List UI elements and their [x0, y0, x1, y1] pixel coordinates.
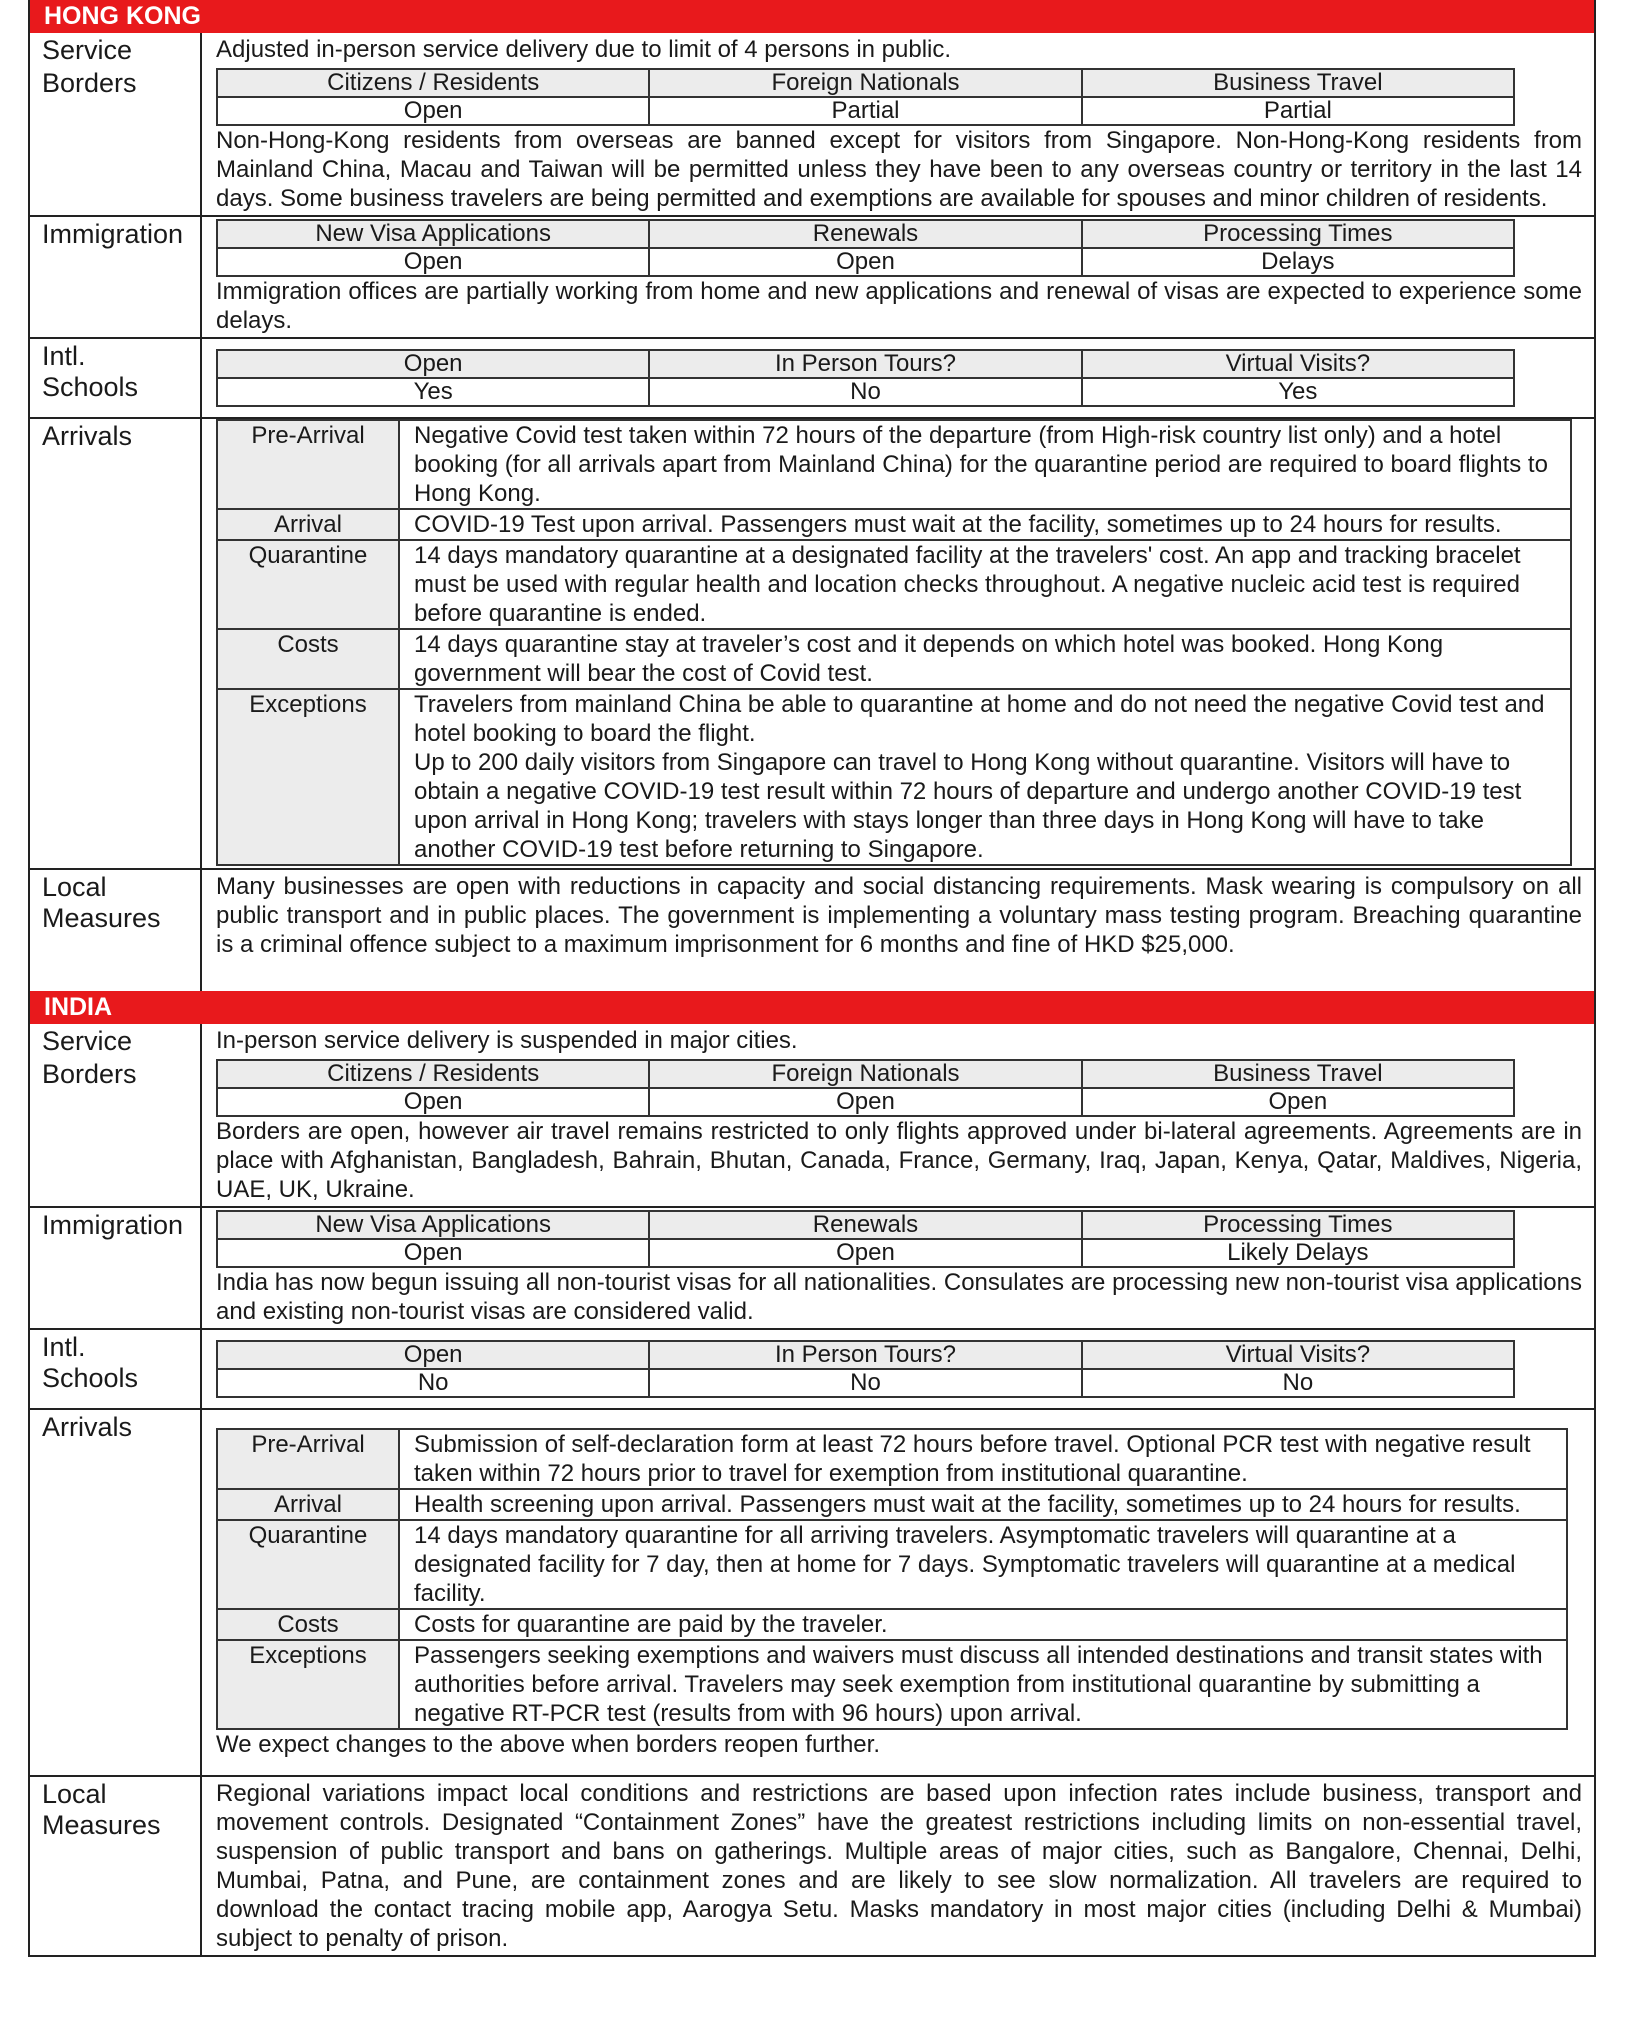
table-header: Foreign Nationals: [649, 69, 1081, 97]
table-cell: Open: [1082, 1088, 1514, 1116]
label-line: Intl.: [42, 1332, 86, 1362]
borders-row: [30, 1057, 1594, 1206]
label-line: Measures: [42, 903, 161, 933]
arrivals-table: [216, 419, 1572, 866]
label-line: Measures: [42, 1810, 161, 1840]
service-row: [30, 1024, 1594, 1057]
schools-content: [202, 339, 1594, 417]
schools-row: [30, 1328, 1594, 1408]
label-line: Intl.: [42, 341, 86, 371]
table-row: [217, 1520, 1567, 1609]
table-row: [217, 629, 1571, 689]
label-line: Schools: [42, 1363, 139, 1393]
row-label: Service: [30, 1024, 202, 1057]
immigration-content: [202, 217, 1594, 337]
label-line: Local: [42, 1779, 107, 1809]
country-banner: INDIA: [30, 991, 1594, 1024]
country-banner: HONG KONG: [30, 0, 1594, 33]
row-label: Arrivals: [30, 1410, 202, 1775]
table-header: Open: [217, 350, 649, 378]
arrivals-table: [216, 1428, 1568, 1730]
arrivals-key: Exceptions: [217, 689, 399, 865]
arrivals-value: 14 days quarantine stay at traveler’s cost and it depends on which hotel was booked. Hong Kong government will bear the cost of Covid test.: [399, 629, 1571, 689]
local-measures-text: Regional variations impact local conditions and restrictions are based upon infection rates include business, transport and movement controls. Designated “Containment Zones” have the greatest restrictions including limits on non-essential travel, suspension of public transport and bans on gatherings. Multiple areas of major cities, such as Bangalore, Chennai, Delhi, Mumbai, Patna, and Pune, are containment zones and are likely to see slow normalization. All travelers are required to download the contact tracing mobile app, Aarogya Setu. Masks mandatory in most major cities (including Delhi & Mumbai) subject to penalty of prison.: [216, 1780, 1582, 1952]
borders-table: [216, 68, 1515, 126]
arrivals-key: Exceptions: [217, 1640, 399, 1729]
immigration-table: [216, 219, 1515, 277]
borders-note: Borders are open, however air travel remains restricted to only flights approved under bi-lateral agreements. Agreements are in place with Afghanistan, Bangladesh, Bahrain, Bhutan, Canada, France, Germany, Iraq, Japan, Kenya, Qatar, Maldives, Nigeria, UAE, UK, Ukraine.: [216, 1118, 1582, 1203]
table-cell: Likely Delays: [1082, 1239, 1514, 1267]
arrivals-key: Arrival: [217, 509, 399, 540]
table-header: New Visa Applications: [217, 220, 649, 248]
table-row: [217, 689, 1571, 865]
table-cell: No: [217, 1369, 649, 1397]
table-header: Business Travel: [1082, 69, 1514, 97]
local-measures-row: [30, 868, 1594, 991]
table-cell: Open: [217, 1088, 649, 1116]
table-cell: Open: [649, 1239, 1081, 1267]
row-label: Arrivals: [30, 419, 202, 868]
table-row: [217, 509, 1571, 540]
arrivals-value: Health screening upon arrival. Passengers must wait at the facility, sometimes up to 24 hours for results.: [399, 1489, 1567, 1520]
country-section-hong-kong: [28, 0, 1596, 991]
immigration-row: [30, 1206, 1594, 1328]
arrivals-content: [202, 419, 1594, 868]
borders-content: [202, 66, 1594, 215]
table-header: Virtual Visits?: [1082, 1341, 1514, 1369]
table-cell: Open: [217, 97, 649, 125]
arrivals-key: Quarantine: [217, 540, 399, 629]
table-cell: Open: [649, 248, 1081, 276]
table-cell: Open: [649, 1088, 1081, 1116]
borders-note: Non-Hong-Kong residents from overseas are banned except for visitors from Singapore. Non-Hong-Kong residents from Mainland China, Macau and Taiwan will be permitted unless they have been to any overseas country or territory in the last 14 days. Some business travelers are being permitted and exemptions are available for spouses and minor children of residents.: [216, 127, 1582, 212]
arrivals-key: Costs: [217, 1609, 399, 1640]
borders-row: [30, 66, 1594, 215]
row-label: [30, 1330, 202, 1408]
arrivals-value: Negative Covid test taken within 72 hours of the departure (from High-risk country list only) and a hotel booking (for all arrivals apart from Mainland China) for the quarantine period are required to board flights to Hong Kong.: [399, 420, 1571, 509]
borders-table: [216, 1059, 1515, 1117]
schools-content: [202, 1330, 1594, 1408]
arrivals-value: 14 days mandatory quarantine for all arriving travelers. Asymptomatic travelers will quarantine at a designated facility for 7 day, then at home for 7 days. Symptomatic travelers will quarantine at a medical facility.: [399, 1520, 1567, 1609]
immigration-content: [202, 1208, 1594, 1328]
label-line: Local: [42, 872, 107, 902]
table-header: Citizens / Residents: [217, 69, 649, 97]
arrivals-footer: We expect changes to the above when borders reopen further.: [216, 1731, 880, 1758]
row-label: Immigration: [30, 1208, 202, 1328]
arrivals-value: 14 days mandatory quarantine at a designated facility at the travelers' cost. An app and tracking bracelet must be used with regular health and location checks throughout. A negative nucleic acid test is required before quarantine is ended.: [399, 540, 1571, 629]
label-line: Schools: [42, 372, 139, 402]
arrivals-value: Passengers seeking exemptions and waivers must discuss all intended destinations and transit states with authorities before arrival. Travelers may seek exemption from institutional quarantine by submitting a negative RT-PCR test (results from with 96 hours) upon arrival.: [399, 1640, 1567, 1729]
table-header: Business Travel: [1082, 1060, 1514, 1088]
arrivals-value: Submission of self-declaration form at least 72 hours before travel. Optional PCR test with negative result taken within 72 hours prior to travel for exemption from institutional quarantine.: [399, 1429, 1567, 1489]
arrivals-key: Quarantine: [217, 1520, 399, 1609]
arrivals-key: Pre-Arrival: [217, 420, 399, 509]
arrivals-content: [202, 1410, 1594, 1775]
table-cell: Open: [217, 248, 649, 276]
table-cell: No: [649, 1369, 1081, 1397]
table-header: New Visa Applications: [217, 1211, 649, 1239]
row-label: Borders: [30, 66, 202, 215]
table-row: [217, 420, 1571, 509]
table-cell: Open: [217, 1239, 649, 1267]
service-text: Adjusted in-person service delivery due to limit of 4 persons in public.: [216, 36, 952, 63]
schools-row: [30, 337, 1594, 417]
schools-table: [216, 349, 1515, 407]
immigration-note: Immigration offices are partially working from home and new applications and renewal of visas are expected to experience some delays.: [216, 278, 1582, 334]
arrivals-value: COVID-19 Test upon arrival. Passengers must wait at the facility, sometimes up to 24 hours for results.: [399, 509, 1571, 540]
table-cell: No: [1082, 1369, 1514, 1397]
table-cell: Delays: [1082, 248, 1514, 276]
table-row: [217, 540, 1571, 629]
row-label: [30, 1777, 202, 1955]
row-label: Immigration: [30, 217, 202, 337]
immigration-table: [216, 1210, 1515, 1268]
row-label: Borders: [30, 1057, 202, 1206]
table-header: Citizens / Residents: [217, 1060, 649, 1088]
table-header: Processing Times: [1082, 1211, 1514, 1239]
exception-text-2: Up to 200 daily visitors from Singapore can travel to Hong Kong without quarantine. Visitors will have to obtain a negative COVID-19 test result within 72 hours of departure and undergo another COVID-19 test upon arrival in Hong Kong; travelers with stays longer than three days in Hong Kong will have to take another COVID-19 test before returning to Singapore.: [414, 749, 1522, 863]
row-label: Service: [30, 33, 202, 66]
table-row: [217, 1609, 1567, 1640]
schools-table: [216, 1340, 1515, 1398]
arrivals-value: Costs for quarantine are paid by the traveler.: [399, 1609, 1567, 1640]
table-header: Foreign Nationals: [649, 1060, 1081, 1088]
row-label: [30, 870, 202, 991]
table-cell: Yes: [1082, 378, 1514, 406]
arrivals-row: [30, 1408, 1594, 1775]
arrivals-key: Arrival: [217, 1489, 399, 1520]
table-cell: Yes: [217, 378, 649, 406]
table-header: Renewals: [649, 1211, 1081, 1239]
table-header: Renewals: [649, 220, 1081, 248]
arrivals-row: [30, 417, 1594, 868]
arrivals-key: Costs: [217, 629, 399, 689]
table-header: In Person Tours?: [649, 350, 1081, 378]
table-row: [217, 1640, 1567, 1729]
service-text: In-person service delivery is suspended in major cities.: [216, 1027, 798, 1054]
arrivals-key: Pre-Arrival: [217, 1429, 399, 1489]
table-cell: No: [649, 378, 1081, 406]
arrivals-value: [399, 689, 1571, 865]
immigration-note: India has now begun issuing all non-tourist visas for all nationalities. Consulates are processing new non-tourist visa applications and existing non-tourist visas are considered valid.: [216, 1269, 1582, 1325]
table-header: In Person Tours?: [649, 1341, 1081, 1369]
table-row: [217, 1429, 1567, 1489]
country-section-india: [28, 991, 1596, 1957]
table-row: [217, 1489, 1567, 1520]
borders-content: [202, 1057, 1594, 1206]
table-cell: Partial: [649, 97, 1081, 125]
row-label: [30, 339, 202, 417]
local-measures-row: [30, 1775, 1594, 1957]
document: [28, 0, 1596, 1957]
service-row: [30, 33, 1594, 66]
table-header: Virtual Visits?: [1082, 350, 1514, 378]
local-measures-text: Many businesses are open with reductions in capacity and social distancing requirements. Mask wearing is compulsory on all public transport and in public places. The government is implementing a voluntary mass testing program. Breaching quarantine is a criminal offence subject to a maximum imprisonment for 6 months and fine of HKD $25,000.: [216, 873, 1582, 958]
immigration-row: [30, 215, 1594, 337]
exception-text: Travelers from mainland China be able to quarantine at home and do not need the negative Covid test and hotel booking to board the flight.: [414, 691, 1545, 747]
table-header: Open: [217, 1341, 649, 1369]
table-cell: Partial: [1082, 97, 1514, 125]
table-header: Processing Times: [1082, 220, 1514, 248]
